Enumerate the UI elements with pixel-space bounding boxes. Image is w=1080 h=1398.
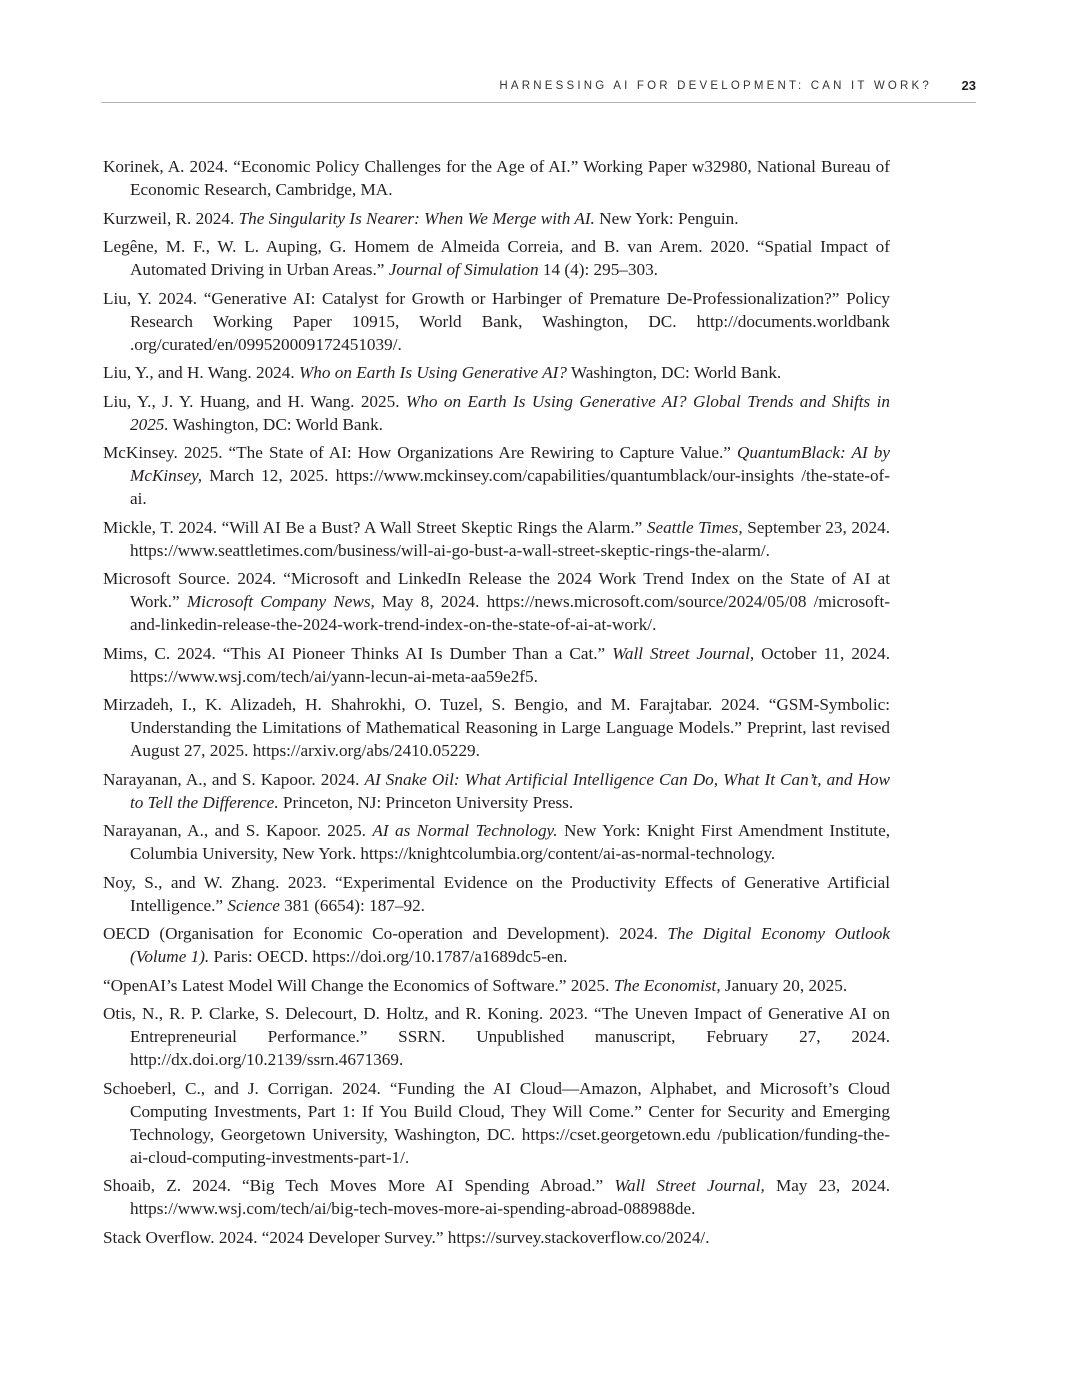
reference-text: Kurzweil, R. 2024. [103,208,239,228]
reference-text: Narayanan, A., and S. Kapoor. 2025. [103,821,373,840]
reference-text-after: New York: Knight First Amendment Institute, Columbia University, New York. https://knightcolumbia.org/content/ai-as-normal-technology. [130,821,890,863]
reference-entry [103,567,890,636]
reference-text-after: Washington, DC: World Bank. [168,414,383,434]
reference-text: Liu, Y., J. Y. Huang, and H. Wang. 2025. [103,391,406,411]
reference-entry [103,1077,890,1169]
reference-entry [103,207,890,230]
page-number: 23 [961,78,976,93]
reference-text-after: Washington, DC: World Bank. [566,363,782,382]
reference-entry [103,642,890,688]
reference-entry [103,871,890,917]
reference-title: Seattle Times, [646,517,743,537]
reference-title: AI Snake Oil: What Artificial Intelligence Can Do, What It Can’t, and How to Tell the Difference. [130,769,891,812]
reference-entry [103,235,890,281]
reference-text-after: May 23, 2024. https://www.wsj.com/tech/ai/big-tech-moves-more-ai-spending-abroad-088988de. [130,1176,890,1218]
reference-text: Otis, N., R. P. Clarke, S. Delecourt, D. Holtz, and R. Koning. 2023. “The Uneven Impact of Generative AI on Entrepreneurial Performance.” SSRN. Unpublished manuscript, February 27, 2024. http://dx.doi.org/10.2139/ssrn.4671369. [103,1004,890,1069]
reference-text-after: 14 (4): 295–303. [538,260,658,279]
reference-text: McKinsey. 2025. “The State of AI: How Organizations Are Rewiring to Capture Value.” [103,443,737,462]
reference-entry [103,768,890,814]
reference-title: Who on Earth Is Using Generative AI? [298,363,567,382]
reference-title: Wall Street Journal, [612,643,755,663]
reference-entry [103,1226,890,1249]
reference-entry [103,1002,890,1071]
reference-text: Mirzadeh, I., K. Alizadeh, H. Shahrokhi, O. Tuzel, S. Bengio, and M. Farajtabar. 2024. “GSM-Symbolic: Understanding the Limitations of Mathematical Reasoning in Large Language Models.” Preprint, last revised August 27, 2025. https://arxiv.org/abs/2410.05229. [103,695,890,760]
reference-entry [103,361,890,384]
reference-title: Science [227,895,280,915]
reference-text-after: January 20, 2025. [720,975,848,995]
reference-title: The Digital Economy Outlook (Volume 1). [130,924,890,966]
reference-text: Narayanan, A., and S. Kapoor. 2024. [103,769,365,789]
reference-text: “OpenAI’s Latest Model Will Change the Economics of Software.” 2025. [103,975,614,995]
reference-text: Schoeberl, C., and J. Corrigan. 2024. “Funding the AI Cloud—Amazon, Alphabet, and Microsoft’s Cloud Computing Investments, Part 1: If You Build Cloud, They Will Come.” Center for Security and Emerging Technology, Georgetown University, Washington, DC. https://cset.georgetown.edu /publication/funding-the-ai-cloud-computing-investments-part-1/. [103,1078,890,1167]
reference-entry [103,155,890,201]
reference-text-after: Princeton, NJ: Princeton University Press. [278,792,574,812]
running-title: HARNESSING AI FOR DEVELOPMENT: CAN IT WORK? [499,80,932,92]
reference-text-after: 381 (6654): 187–92. [279,895,425,915]
reference-text: Legêne, M. F., W. L. Auping, G. Homem de Almeida Correia, and B. van Arem. 2020. “Spatial Impact of Automated Driving in Urban Areas.” [103,237,890,279]
reference-text: Mims, C. 2024. “This AI Pioneer Thinks AI Is Dumber Than a Cat.” [103,643,613,663]
reference-text-after: September 23, 2024. https://www.seattletimes.com/business/will-ai-go-bust-a-wall-street-skeptic-rings-the-alarm/. [130,517,890,560]
reference-text: Microsoft Source. 2024. “Microsoft and LinkedIn Release the 2024 Work Trend Index on the State of AI at Work.” [103,569,890,611]
reference-entry [103,974,890,997]
reference-text: Mickle, T. 2024. “Will AI Be a Bust? A Wall Street Skeptic Rings the Alarm.” [103,517,647,537]
reference-entry [103,819,890,865]
reference-text-after: Paris: OECD. https://doi.org/10.1787/a1689dc5-en. [209,947,568,966]
reference-entry [103,922,890,968]
reference-title: Microsoft Company News, [186,592,375,611]
reference-entry [103,516,890,562]
running-header [101,78,976,103]
reference-text: Liu, Y. 2024. “Generative AI: Catalyst for Growth or Harbinger of Premature De-Professionalization?” Policy Research Working Paper 10915, World Bank, Washington, DC. http://documents.worldbank .org/curated/en/099520009172451039/. [103,288,890,354]
reference-title: Who on Earth Is Using Generative AI? Global Trends and Shifts in 2025. [130,391,890,434]
reference-text: Shoaib, Z. 2024. “Big Tech Moves More AI Spending Abroad.” [103,1176,615,1195]
reference-title: Wall Street Journal, [614,1176,765,1195]
reference-text-after: May 8, 2024. https://news.microsoft.com/source/2024/05/08 /microsoft-and-linkedin-release-the-2024-work-trend-index-on-the-state-of-ai-at-work/. [130,592,891,634]
reference-text-after: March 12, 2025. https://www.mckinsey.com/capabilities/quantumblack/our-insights /the-state-of-ai. [130,466,890,508]
reference-entry [103,693,890,762]
reference-text: OECD (Organisation for Economic Co-operation and Development). 2024. [103,924,668,943]
reference-title: AI as Normal Technology. [372,821,558,840]
reference-entry [103,441,890,510]
reference-text: Stack Overflow. 2024. “2024 Developer Survey.” https://survey.stackoverflow.co/2024/. [103,1227,710,1247]
reference-text-after: October 11, 2024. https://www.wsj.com/tech/ai/yann-lecun-ai-meta-aa59e2f5. [130,643,890,686]
reference-entry [103,1174,890,1220]
reference-title: The Economist, [613,975,721,995]
reference-text: Liu, Y., and H. Wang. 2024. [103,363,299,382]
reference-title: Journal of Simulation [388,260,539,279]
reference-title: QuantumBlack: AI by McKinsey, [130,443,890,485]
reference-title: The Singularity Is Nearer: When We Merge with AI. [238,208,595,228]
reference-text-after: New York: Penguin. [594,208,739,228]
reference-text: Korinek, A. 2024. “Economic Policy Challenges for the Age of AI.” Working Paper w32980, National Bureau of Economic Research, Cambridge, MA. [103,157,890,199]
reference-list [103,155,890,1254]
reference-entry [103,287,890,356]
reference-entry [103,390,890,436]
reference-text: Noy, S., and W. Zhang. 2023. “Experimental Evidence on the Productivity Effects of Generative Artificial Intelligence.” [103,872,890,915]
